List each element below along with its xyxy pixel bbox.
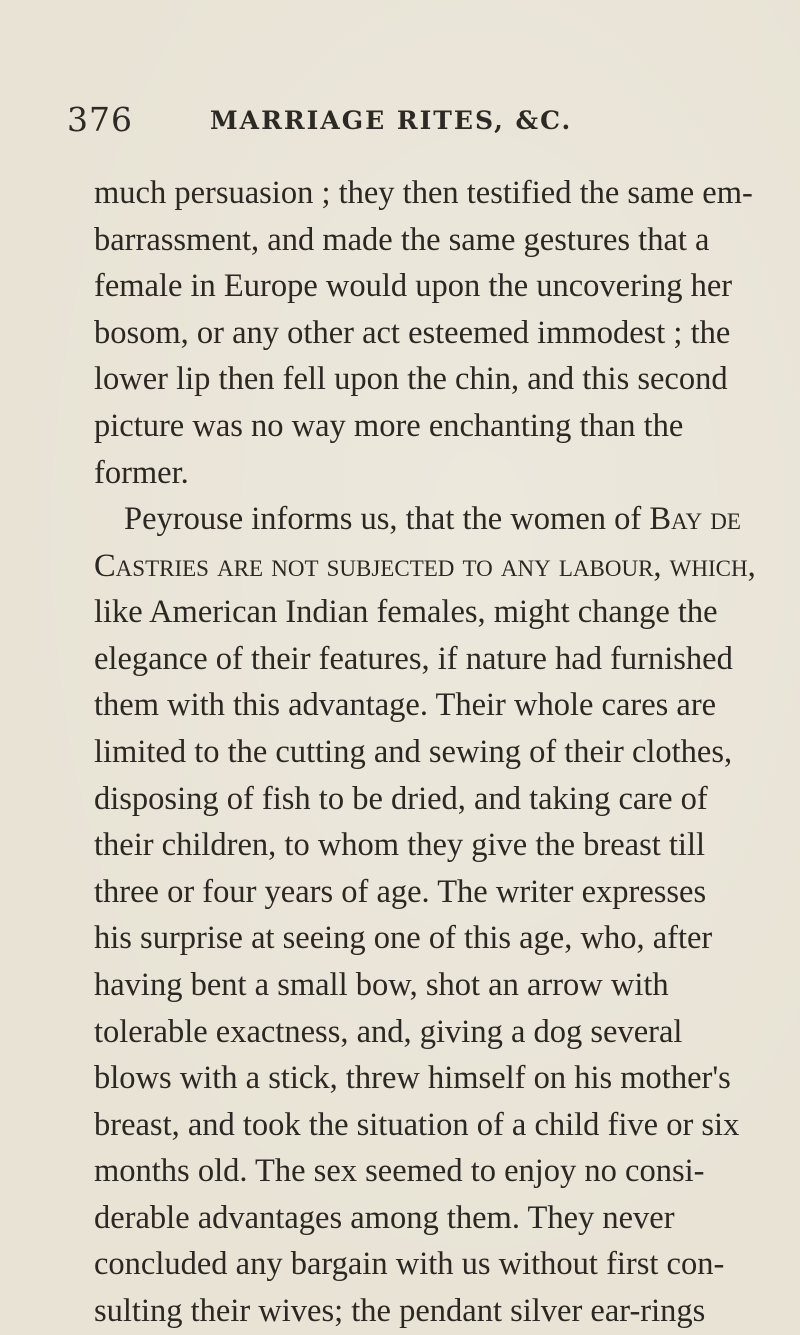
running-head: MARRIAGE RITES, &C.: [210, 106, 573, 135]
text-line: his surprise at seeing one of this age, who, after: [94, 920, 713, 956]
text-line: three or four years of age. The writer expresses: [94, 874, 707, 910]
page-number: 376: [67, 100, 133, 139]
text-line: concluded any bargain with us without first con-: [94, 1246, 725, 1282]
text-line: like American Indian females, might change the: [94, 594, 718, 630]
text-line: months old. The sex seemed to enjoy no consi-: [94, 1153, 705, 1189]
text-line: female in Europe would upon the uncovering her: [94, 268, 733, 304]
text-line: sulting their wives; the pendant silver ear-rings: [94, 1293, 706, 1329]
paragraph-start-line: [124, 503, 769, 536]
place-name-smallcaps: Bay de: [649, 501, 741, 537]
text-line: picture was no way more enchanting than the: [94, 408, 684, 444]
page-header: [67, 100, 767, 140]
text-line: barrassment, and made the same gestures that a: [94, 222, 710, 258]
text-line: former.: [94, 455, 189, 491]
text-line: disposing of fish to be dried, and taking care of: [94, 781, 708, 817]
text-line: limited to the cutting and sewing of their clothes,: [94, 734, 733, 770]
text-line: elegance of their features, if nature had furnished: [94, 641, 733, 677]
text-line: breast, and took the situation of a child five or six: [94, 1107, 740, 1143]
text-line: Castries are not subjected to any labour, which,: [94, 548, 756, 584]
text-line: much persuasion ; they then testified the same em-: [94, 175, 753, 211]
text-line: having bent a small bow, shot an arrow with: [94, 967, 669, 1003]
text-line: tolerable exactness, and, giving a dog several: [94, 1014, 683, 1050]
text-line: bosom, or any other act esteemed immodest ; the: [94, 315, 731, 351]
text-line: blows with a stick, threw himself on his mother's: [94, 1060, 731, 1096]
text-line: them with this advantage. Their whole cares are: [94, 687, 717, 723]
text-line: lower lip then fell upon the chin, and this second: [94, 361, 728, 397]
text-line: their children, to whom they give the breast till: [94, 827, 706, 863]
text-segment: Peyrouse informs us, that the women of: [124, 501, 642, 537]
text-line: derable advantages among them. They never: [94, 1200, 675, 1236]
